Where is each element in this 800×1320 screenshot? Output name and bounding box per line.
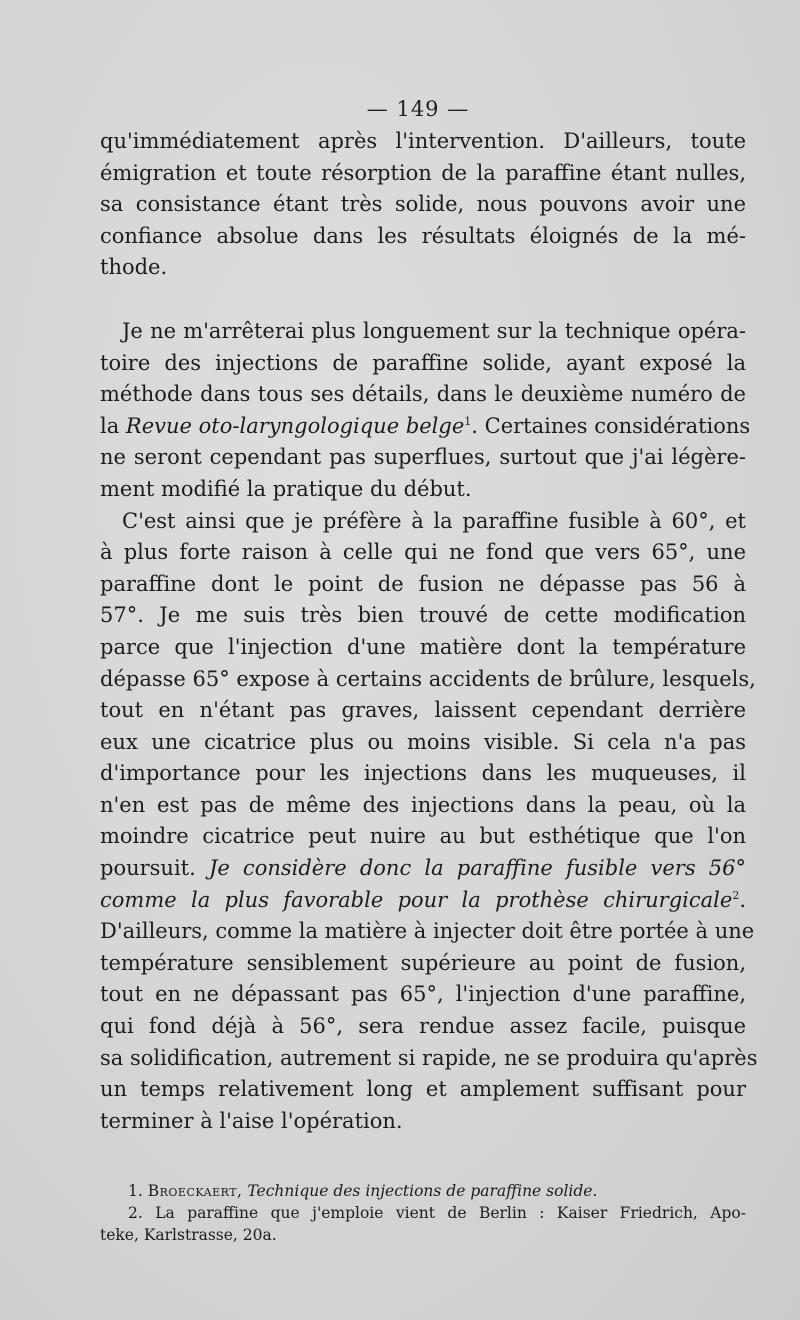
text-line: à plus forte raison à celle qui ne fond que vers 65°, une [100,540,746,565]
text-run: poursuit. [100,856,209,881]
footnote-2-continued: teke, Karlstrasse, 20a. [100,1226,277,1244]
text-line: qu'immédiatement après l'intervention. D'ailleurs, toute [100,129,746,153]
text-line: toire des injections de paraffine solide, ayant exposé la [100,350,746,375]
text-line: émigration et toute résorption de la paraffine étant nulles, [100,160,746,185]
emphasis-text: comme la plus favorable pour la prothèse chirurgicale [100,887,733,912]
emphasis-text: Je considère donc la paraffine fusible vers 56° [208,856,746,881]
text-line: d'importance pour les injections dans les muqueuses, il [100,761,746,786]
footnote-ref-2: 2 [732,888,740,902]
text-line: dépasse 65° expose à certains accidents de brûlure, lesquels, [100,666,756,691]
footnote-text: La paraffine que j'emploie vient de Berlin : Kaiser Friedrich, Apo- [155,1204,746,1222]
footnotes [100,1180,746,1246]
footnote-2 [100,1202,746,1224]
text-line: méthode dans tous ses détails, dans le deuxième numéro de [100,382,746,407]
page-number: — 149 — [366,97,470,121]
text-line: moindre cicatrice peut nuire au but esthétique que l'on [100,824,746,849]
text-line: C'est ainsi que je préfère à la paraffine fusible à 60°, et [122,508,746,533]
text-line: terminer à l'aise l'opération. [100,1108,403,1133]
text-line: ne seront cependant pas superflues, surtout que j'ai légère- [100,445,746,470]
text-line [100,885,746,917]
paragraph-2 [100,316,751,506]
text-line: thode. [100,255,168,280]
paragraph-3 [100,506,758,1138]
paragraph-1 [100,126,746,284]
text-line: n'en est pas de même des injections dans la peau, où la [100,792,746,817]
text-line: un temps relativement long et amplement suffisant pour [100,1077,746,1102]
journal-title: Revue oto-laryngologique belge [125,413,465,438]
text-line: confiance absolue dans les résultats éloignés de la mé- [100,223,746,248]
text-line: qui fond déjà à 56°, sera rendue assez facile, puisque [100,1014,746,1039]
text-line: parce que l'injection d'une matière dont la température [100,634,746,659]
text-line: D'ailleurs, comme la matière à injecter doit être portée à une [100,919,755,944]
footnote-ref-1: 1 [464,414,472,428]
footnote-title: Technique des injections de paraffine solide. [247,1182,598,1200]
text-line: tout en ne dépassant pas 65°, l'injection d'une paraffine, [100,982,746,1007]
footnote-author: Broeckaert, [147,1182,243,1200]
text-line: 57°. Je me suis très bien trouvé de cette modification [100,603,746,628]
text-line: Je ne m'arrêterai plus longuement sur la technique opéra- [122,318,746,343]
text-line: température sensiblement supérieure au point de fusion, [100,950,746,975]
footnote-1 [100,1180,746,1202]
page-body [100,92,758,1137]
text-line: tout en n'étant pas graves, laissent cependant derrière [100,698,746,723]
text-line [100,853,746,885]
text-line [100,411,751,443]
text-run: . Certaines considérations [471,413,751,438]
text-line: sa solidification, autrement si rapide, ne se produira qu'après [100,1045,758,1070]
text-line: eux une cicatrice plus ou moins visible. Si cela n'a pas [100,729,746,754]
text-run: . [739,887,746,912]
text-run: la [100,413,126,438]
text-line: paraffine dont le point de fusion ne dépasse pas 56 à [100,571,746,596]
text-line: ment modifié la pratique du début. [100,476,472,501]
text-line: sa consistance étant très solide, nous pouvons avoir une [100,192,746,217]
footnote-number: 2. [128,1204,143,1222]
footnote-number: 1. [128,1182,143,1200]
